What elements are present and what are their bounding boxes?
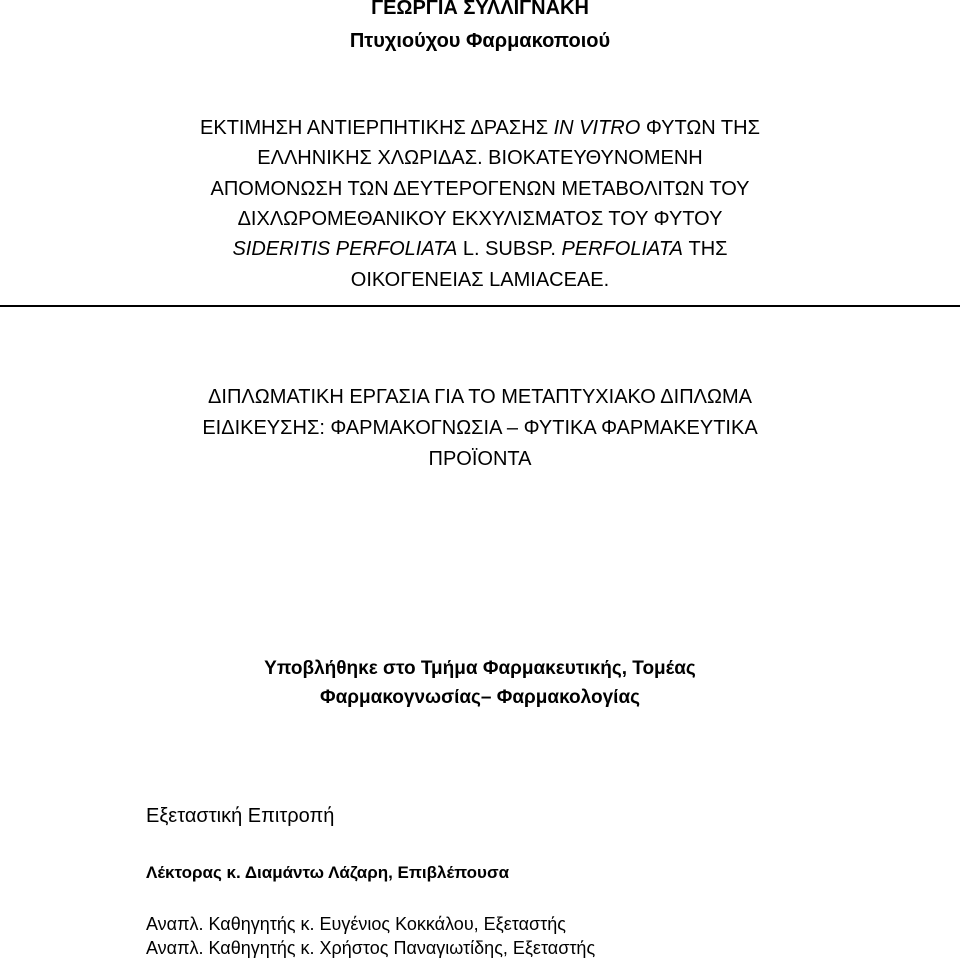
title-text: L. SUBSP. bbox=[457, 238, 562, 260]
title-text: ΦΥΤΩΝ ΤΗΣ bbox=[640, 117, 760, 139]
title-line-4: ΔΙΧΛΩΡΟΜΕΘΑΝΙΚΟΥ ΕΚΧΥΛΙΣΜΑΤΟΣ ΤΟΥ ΦΥΤΟΥ bbox=[237, 208, 723, 230]
author-degree: Πτυχιούχου Φαρμακοποιού bbox=[349, 30, 611, 52]
thesis-line-3: ΠΡΟΪΟΝΤΑ bbox=[428, 448, 532, 470]
committee-member-examiner-2: Αναπλ. Καθηγητής κ. Χρήστος Παναγιωτίδης, Εξεταστής bbox=[146, 938, 596, 958]
horizontal-divider bbox=[0, 305, 960, 307]
title-text: ΤΗΣ bbox=[682, 238, 728, 260]
author-name: ΓΕΩΡΓΙΑ ΣΥΛΛΙΓΝΑΚΗ bbox=[371, 0, 589, 19]
thesis-line-1: ΔΙΠΛΩΜΑΤΙΚΗ ΕΡΓΑΣΙΑ ΓΙΑ ΤΟ ΜΕΤΑΠΤΥΧΙΑΚΟ ΔΙΠΛΩΜΑ bbox=[208, 386, 752, 408]
committee-member-examiner-1: Αναπλ. Καθηγητής κ. Ευγένιος Κοκκάλου, Εξεταστής bbox=[146, 914, 566, 934]
title-line-3: ΑΠΟΜΟΝΩΣΗ ΤΩΝ ΔΕΥΤΕΡΟΓΕΝΩΝ ΜΕΤΑΒΟΛΙΤΩΝ ΤΟΥ bbox=[210, 178, 750, 200]
title-line-5 bbox=[0, 239, 960, 259]
species-name: SIDERITIS PERFOLIATA bbox=[232, 238, 458, 260]
title-line-1 bbox=[0, 118, 960, 138]
title-italic-in-vitro: IN VITRO bbox=[553, 117, 641, 139]
subspecies-name: PERFOLIATA bbox=[561, 238, 683, 260]
committee-heading: Εξεταστική Επιτροπή bbox=[146, 805, 335, 827]
title-text: ΕΚΤΙΜΗΣΗ ΑΝΤΙΕΡΠΗΤΙΚΗΣ ΔΡΑΣΗΣ bbox=[200, 117, 554, 139]
committee-member-supervisor: Λέκτορας κ. Διαμάντω Λάζαρη, Επιβλέπουσα bbox=[146, 863, 510, 882]
title-line-2: ΕΛΛΗΝΙΚΗΣ ΧΛΩΡΙΔΑΣ. ΒΙΟΚΑΤΕΥΘΥΝΟΜΕΝΗ bbox=[257, 147, 703, 169]
submission-line-1: Υποβλήθηκε στο Τμήμα Φαρμακευτικής, Τομέας bbox=[264, 658, 696, 679]
title-line-6: ΟΙΚΟΓΕΝΕΙΑΣ LAMIACEAE. bbox=[350, 269, 610, 291]
thesis-line-2: ΕΙΔΙΚΕΥΣΗΣ: ΦΑΡΜΑΚΟΓΝΩΣΙΑ – ΦΥΤΙΚΑ ΦΑΡΜΑΚΕΥΤΙΚΑ bbox=[202, 417, 758, 439]
submission-line-2: Φαρμακογνωσίας– Φαρμακολογίας bbox=[319, 687, 641, 708]
